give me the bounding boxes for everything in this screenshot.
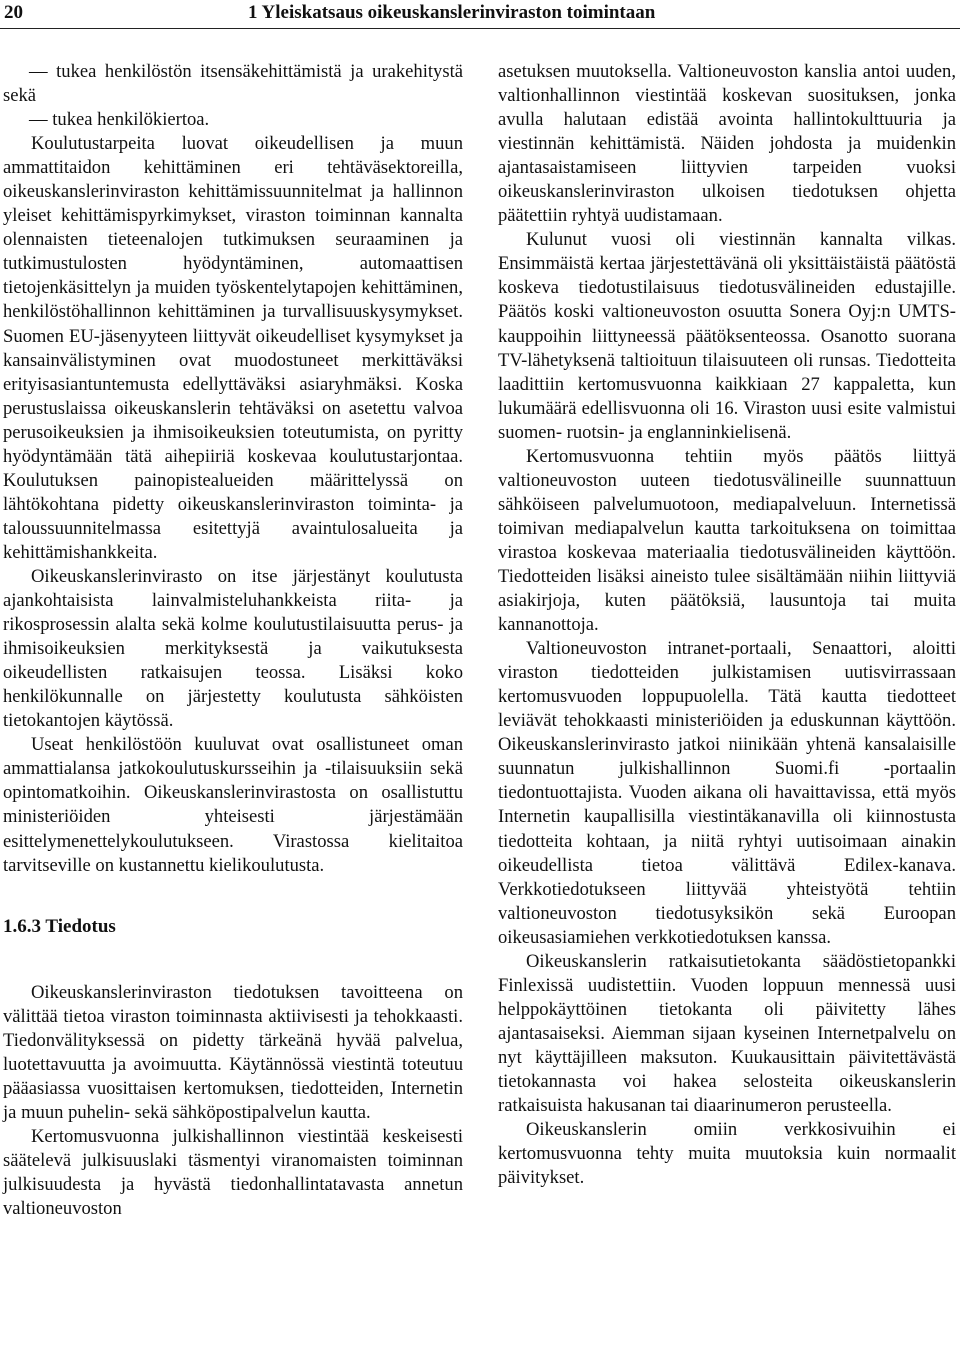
paragraph: Oikeuskanslerinvirasto on itse järjestänyt koulutusta ajankohtaisista lainvalmisteluhankkeista riita- ja rikosprosessin alalta sekä kolme koulutustilaisuutta perus- ja ihmisoikeuksien merkityksestä ja vaikutuksesta oikeudellisten ratkaisujen teossa. Lisäksi koko henkilökunnalle on järjestetty koulutusta sähköisten tietokantojen käytössä. bbox=[3, 565, 463, 732]
list-item: — tukea henkilöstön itsensäkehittämistä ja urakehitystä sekä bbox=[3, 61, 463, 107]
paragraph: Oikeuskanslerinviraston tiedotuksen tavoitteena on välittää tietoa viraston toiminnasta aktiivisesti ja tehokkaasti. Tiedonvälityksessä on pidetty tärkeänä hyvää palvelua, luotettavuutta ja avoimuutta. Käytännössä viestintä toteutuu pääasiassa vuosittaisen kertomuksen, tiedotteiden, Internetin ja muun puhelin- sekä sähköpostipalvelun kautta. bbox=[3, 981, 463, 1123]
paragraph: Oikeuskanslerin omiin verkkosivuihin ei kertomusvuonna tehty muita muutoksia kuin normaalit päivitykset. bbox=[498, 1119, 956, 1189]
page-number: 20 bbox=[4, 2, 23, 23]
section-heading-block bbox=[3, 878, 463, 981]
paragraph: Valtioneuvoston intranet-portaali, Senaattori, aloitti viraston tiedotteiden julkistamisen uutisvirrassaan kertomusvuoden loppupuolella. Tätä kautta tiedotteet leviävät tehokkaasti ministeriöiden ja eduskunnan käyttöön. Oikeuskanslerinvirasto jatkoi niinikään yhtenä kansalaisille suunnatun julkishallinnon Suomi.fi -portaalin tiedontuottajista. Vuoden aikana oli havaittavissa, että myös Internetin kaupallisilla viestintäkanavilla oli kiinnostusta tiedotteita kohtaan, ja niitä ryhtyi uutisoimaan ainakin oikeudellista tietoa välittävä Edilex-kanava. Verkkotiedotukseen liittyvää yhteistyötä tehtiin valtioneuvoston tiedotusyksikön sekä Euroopan oikeusasiamiehen verkkotiedotuksen kanssa. bbox=[498, 638, 956, 948]
paragraph: asetuksen muutoksella. Valtioneuvoston kanslia antoi uuden, valtionhallinnon viestintää koskevan suosituksen, jonka avulla halutaan edistää avointa hallintokulttuuria ja viestinnän kehittämistä. Näiden johdosta ja muidenkin ajantasaistamiseen liittyvien tarpeiden vuoksi oikeuskanslerinviraston ulkoisen tiedotuksen ohjetta päätettiin ryhtyä uudistamaan. bbox=[498, 61, 956, 227]
paragraph: Oikeuskanslerin ratkaisutietokanta säädöstietopankki Finlexissä uudistettiin. Vuoden loppuun mennessä uusi helppokäyttöinen tietokanta oli päivitetty lähes ajantasaiseksi. Aiemman sijaan kyseinen Internetpalvelu on nyt käyttäjilleen maksuton. Kuukausittain päivitettävästä tietokannasta voi hakea selosteita oikeuskanslerin ratkaisuista hakusanan tai diaarinumeron perusteella. bbox=[498, 950, 956, 1117]
paragraph: Kulunut vuosi oli viestinnän kannalta vilkas. Ensimmäistä kertaa järjestettävänä oli yksittäistäistä päätöstä koskeva tiedotustilaisuus tiedotusvälineiden edustajille. Päätös koski valtioneuvoston osuutta Sonera Oyj:n UMTS-kauppoihin liittyneessä päätöksenteossa. Osanotto suorana TV-lähetyksenä taltioituun tilaisuuteen oli runsas. Tiedotteita laadittiin kertomusvuonna kaikkiaan 27 kappaletta, kun lukumäärä edellisvuonna oli 16. Viraston uusi esite valmistui suomen- ruotsin- ja englanninkielisenä. bbox=[498, 229, 956, 443]
paragraph: Koulutustarpeita luovat oikeudellisen ja muun ammattitaidon kehittäminen eri tehtäväsektoreilla, oikeuskanslerinviraston kehittämissuunnitelmat ja hallinnon yleiset kehittämispyrkimykset, viraston toiminnan kannalta olennaisten tieteenalojen tutkimuksen seuraaminen ja tutkimustulosten hyödyntäminen, automaattisen tietojenkäsittelyn ja muiden työskentelytapojen kehittäminen, henkilöstöhallinnon kehittäminen ja turvallisuuskysymykset. Suomen EU-jäsenyyteen liittyvät oikeudelliset kysymykset ja kansainvälistyminen ovat muodostuneet merkittäväksi erityisasiantuntemusta edellyttäväksi asiaryhmäksi. Koska perustuslaissa oikeuskanslerin tehtäväksi on asetettu valvoa perusoikeuksien ja ihmisoikeuksien toteutumista, on pyritty hyödyntämään tätä aihepiiriä koskevaa koulutustarjontaa. Koulutuksen painopistealueiden määrittelyssä on lähtökohtana pidetty oikeuskanslerinviraston toiminta- ja taloussuunnitelmassa esitettyjä avaintulosalueita ja kehittämishankkeita. bbox=[3, 133, 463, 563]
paragraph: Kertomusvuonna tehtiin myös päätös liittyä valtioneuvoston uuteen tiedotusvälineille suunnattuun sähköiseen palvelumuotoon, mediapalveluun. Internetissä toimivan mediapalvelun kautta tarkoituksena on toimittaa virastoa koskevaa materiaalia tiedotusvälineiden käyttöön. Tiedotteiden lisäksi aineisto tulee sisältämään niihin liittyviä asiakirjoja, kuten päätöksiä, lausuntoja tai muita kannanottoja. bbox=[498, 445, 956, 636]
right-column bbox=[498, 60, 956, 1190]
left-column bbox=[3, 60, 463, 1221]
section-heading: 1.6.3 Tiedotus bbox=[3, 915, 116, 937]
running-title: 1 Yleiskatsaus oikeuskanslerinviraston toimintaan bbox=[248, 2, 656, 23]
paragraph: Useat henkilöstöön kuuluvat ovat osallistuneet oman ammattialansa jatkokoulutuskursseihin ja -tilaisuuksiin sekä opintomatkoihin. Oikeuskanslerinvirastosta on osallistuttu ministeriöiden yhteisesti järjestämään esittelymenettelykoulutukseen. Virastossa kielitaitoa tarvitseville on kustannettu kielikoulutusta. bbox=[3, 734, 463, 876]
paragraph: Kertomusvuonna julkishallinnon viestintää keskeisesti säätelevä julkisuuslaki täsmentyi viranomaisten toiminnan julkisuudesta ja hyvästä tiedonhallintatavasta annetun valtioneuvoston bbox=[3, 1125, 463, 1220]
header-divider bbox=[0, 28, 960, 29]
page-header bbox=[0, 0, 960, 28]
list-item: — tukea henkilökiertoa. bbox=[29, 109, 210, 131]
